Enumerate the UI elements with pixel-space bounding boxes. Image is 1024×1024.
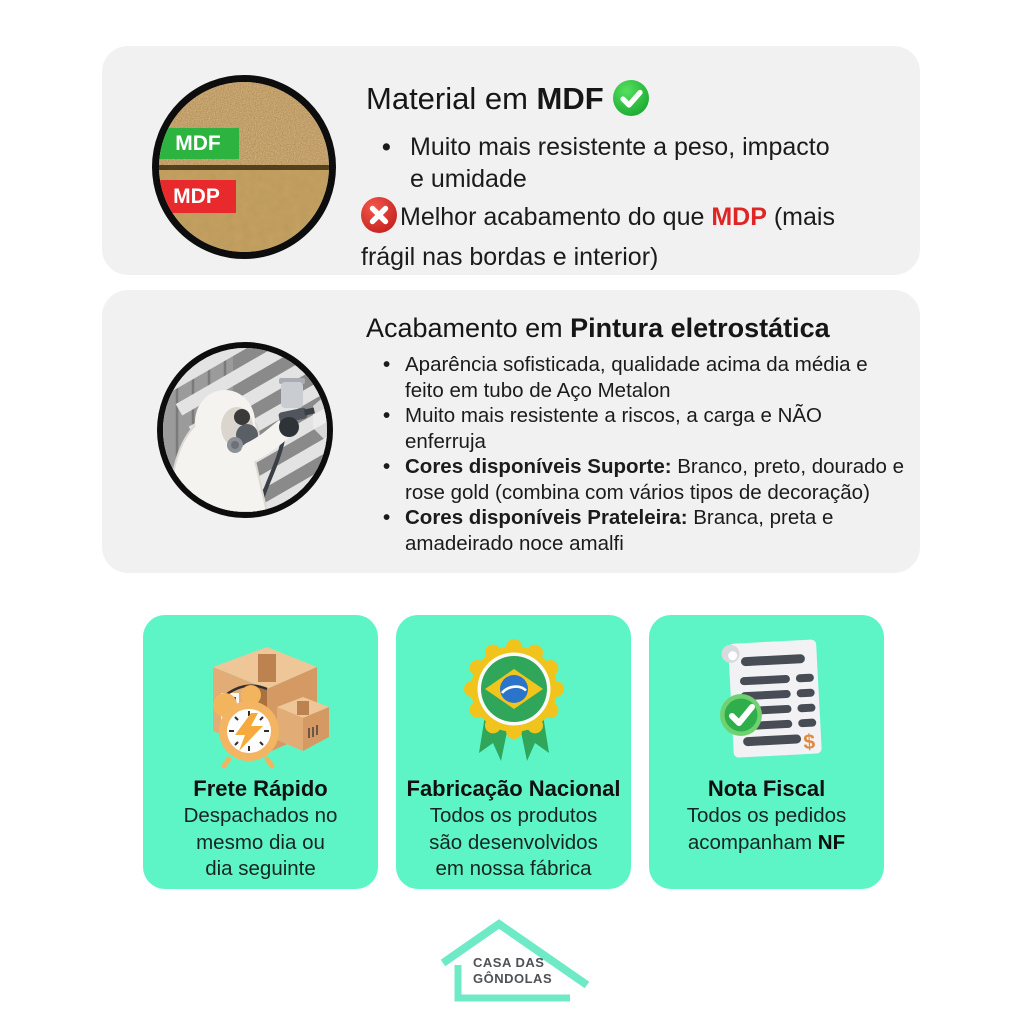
feature-card-national-manufacturing bbox=[396, 615, 631, 889]
bullet-dot bbox=[383, 403, 393, 454]
bullet-item bbox=[366, 403, 918, 454]
feature-line: mesmo dia ou bbox=[196, 830, 325, 854]
bullet-line: Muito mais resistente a peso, impacto bbox=[410, 133, 830, 161]
feature-line: são desenvolvidos bbox=[429, 830, 598, 854]
bullet-line: rose gold (combina com vários tipos de decoração) bbox=[405, 480, 870, 504]
bullet-line: Branco, preto, dourado e bbox=[671, 455, 905, 478]
section-title-bold: Pintura eletrostática bbox=[570, 313, 830, 343]
cross-text-pre: Melhor acabamento do que bbox=[400, 203, 712, 231]
material-text-block bbox=[361, 78, 918, 273]
bullet-line: feito em tubo de Aço Metalon bbox=[405, 378, 671, 402]
cross-text-post: (mais bbox=[766, 203, 835, 231]
invoice-receipt-icon bbox=[649, 627, 884, 775]
bullet-line: Aparência sofisticada, qualidade acima da média e bbox=[405, 353, 868, 376]
feature-line: dia seguinte bbox=[205, 857, 316, 880]
mdf-vs-mdp-photo bbox=[152, 75, 336, 259]
feature-title: Frete Rápido bbox=[193, 776, 328, 801]
bullet-item bbox=[366, 352, 918, 403]
section-title-prefix: Material em bbox=[366, 81, 537, 116]
brand-name bbox=[473, 955, 552, 987]
section-title-bold: MDF bbox=[536, 81, 604, 116]
check-icon bbox=[613, 80, 649, 127]
finish-section bbox=[102, 290, 920, 573]
section-title-prefix: Acabamento em bbox=[366, 313, 571, 343]
cross-item bbox=[361, 197, 918, 273]
section-title bbox=[366, 78, 918, 127]
bullet-line: e umidade bbox=[410, 164, 527, 193]
bullet-dot bbox=[383, 454, 393, 505]
spray-painting-image bbox=[163, 348, 327, 512]
feature-line: em nossa fábrica bbox=[435, 857, 592, 880]
material-section bbox=[102, 46, 920, 275]
bullet-bold: Cores disponíveis Prateleira: bbox=[405, 506, 688, 529]
bullet-item bbox=[366, 132, 918, 195]
electrostatic-painting-photo bbox=[157, 342, 333, 518]
mdf-label: MDF bbox=[157, 128, 239, 159]
bullet-line: enferruja bbox=[405, 429, 486, 453]
bullet-dot bbox=[383, 352, 393, 403]
bullet-line: Muito mais resistente a riscos, a carga e NÃO bbox=[405, 404, 822, 427]
dollar-glyph: $ bbox=[802, 730, 816, 755]
brand-name-line1: CASA DAS bbox=[473, 955, 545, 970]
feature-line bbox=[649, 830, 884, 857]
wood-texture-image bbox=[159, 82, 329, 252]
bullet-dot bbox=[382, 132, 396, 195]
feature-line: Todos os pedidos bbox=[686, 804, 847, 827]
feature-line-bold: NF bbox=[817, 830, 846, 854]
section-title bbox=[366, 310, 918, 347]
feature-card-fast-shipping bbox=[143, 615, 378, 889]
bullet-dot bbox=[383, 505, 393, 556]
brand-name-line2: GÔNDOLAS bbox=[473, 971, 553, 986]
bullet-item bbox=[366, 505, 918, 556]
feature-line: Todos os produtos bbox=[429, 804, 598, 827]
shipping-boxes-clock-icon bbox=[143, 627, 378, 775]
brazil-flag-badge-icon bbox=[396, 627, 631, 775]
bullet-line: Branca, preta e bbox=[687, 506, 834, 529]
feature-line: Despachados no bbox=[183, 804, 338, 827]
bullet-item bbox=[366, 454, 918, 505]
finish-text-block bbox=[366, 310, 918, 556]
feature-title: Nota Fiscal bbox=[707, 776, 826, 801]
feature-line-pre: acompanham bbox=[687, 830, 818, 854]
feature-title: Fabricação Nacional bbox=[406, 776, 621, 801]
cross-text-line2: frágil nas bordas e interior) bbox=[361, 242, 659, 271]
feature-card-invoice bbox=[649, 615, 884, 889]
bullet-line: amadeirado noce amalfi bbox=[405, 531, 624, 555]
finish-bullets bbox=[366, 352, 918, 556]
mdp-label: MDP bbox=[157, 180, 236, 213]
bullet-bold: Cores disponíveis Suporte: bbox=[405, 455, 672, 478]
brand-logo bbox=[437, 915, 597, 1013]
mdp-highlight: MDP bbox=[711, 203, 767, 231]
cross-icon bbox=[361, 197, 397, 242]
